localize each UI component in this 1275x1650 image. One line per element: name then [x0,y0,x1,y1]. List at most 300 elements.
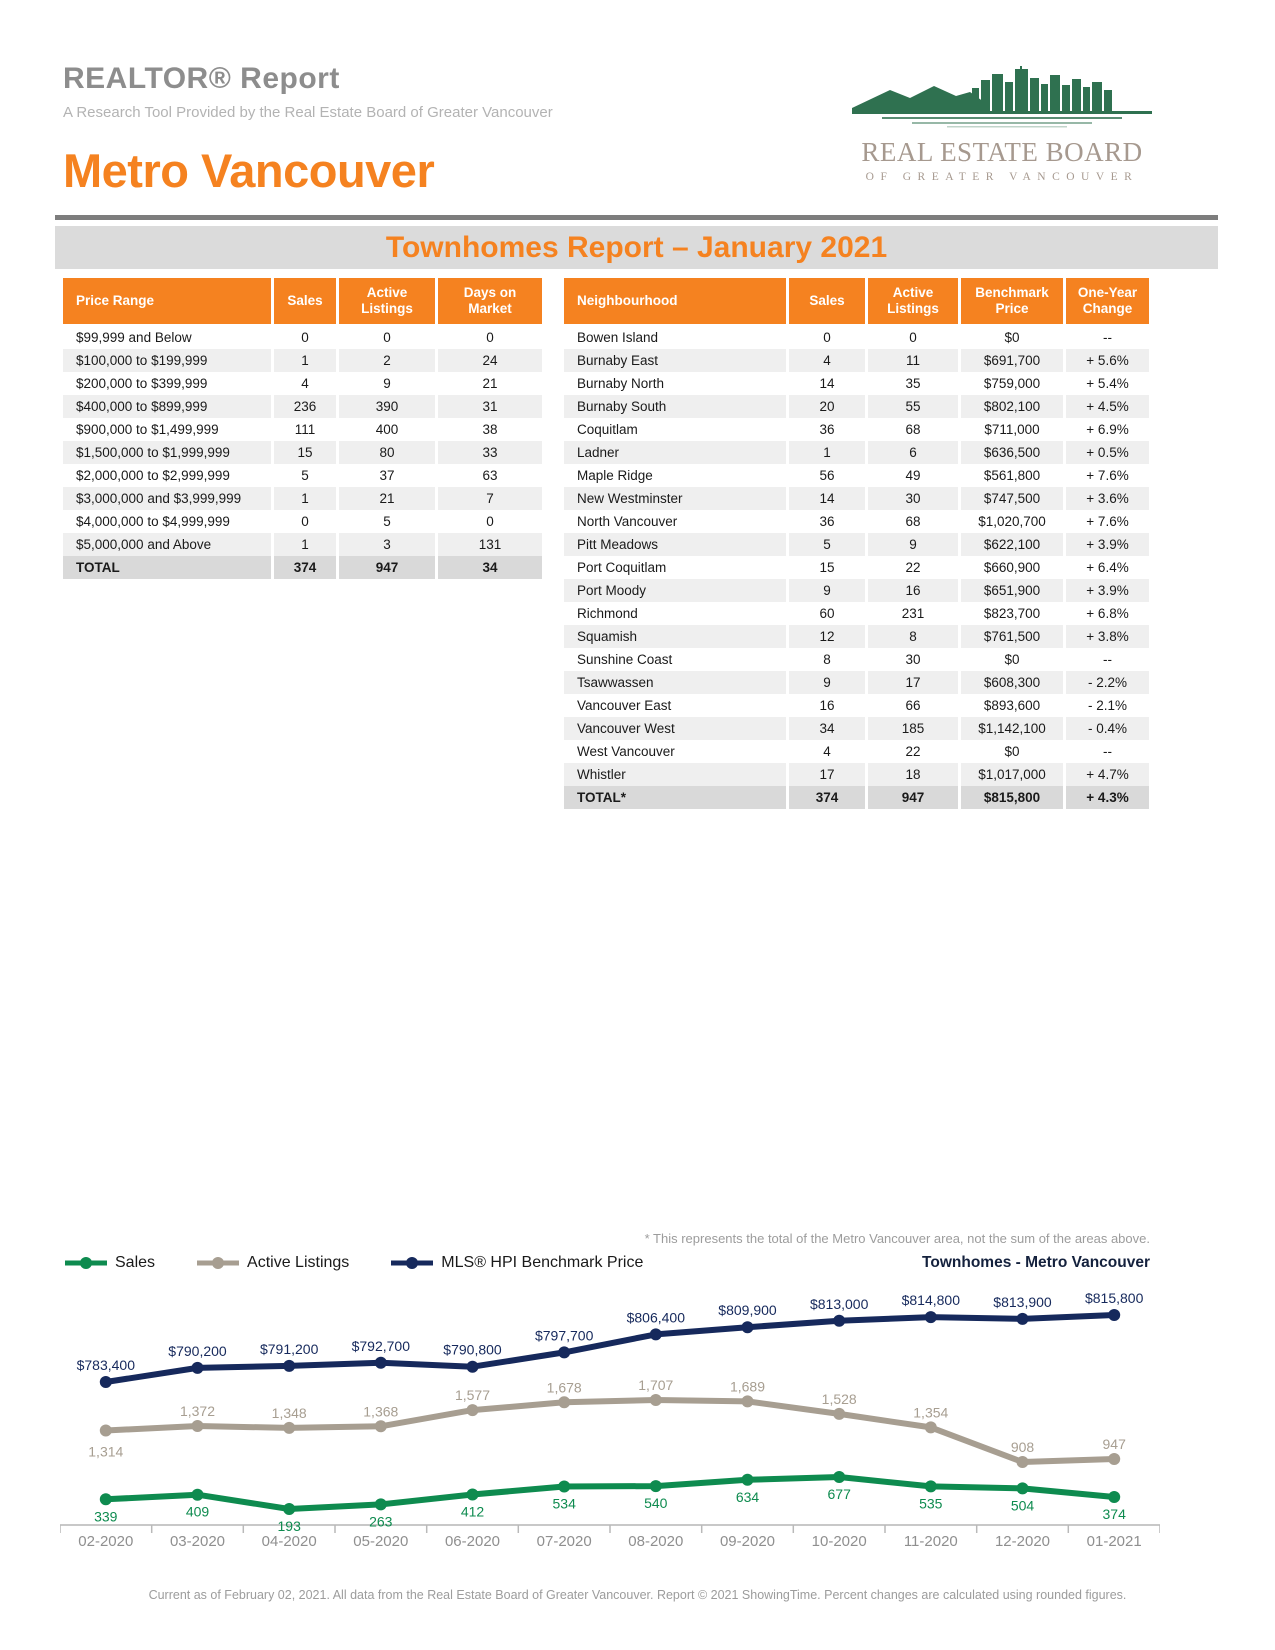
cell: 374 [789,786,865,809]
data-label: 193 [277,1518,301,1534]
cell: 15 [274,441,336,464]
column-header: Price Range [63,278,271,324]
chart-title: Townhomes - Metro Vancouver [922,1254,1150,1271]
cell: 14 [789,372,865,395]
x-axis-label: 12-2020 [994,1533,1051,1550]
cell: $1,017,000 [961,763,1063,786]
cell: TOTAL [63,556,271,579]
cell: 8 [868,625,958,648]
cell: 15 [789,556,865,579]
data-point [1017,1456,1029,1468]
data-point [833,1471,845,1483]
data-point [1108,1453,1120,1465]
table-row [564,510,1149,533]
data-label: 263 [369,1513,393,1530]
cell: 5 [274,464,336,487]
cell: $802,100 [961,395,1063,418]
legend-label: Active Listings [247,1254,350,1271]
cell: West Vancouver [564,740,786,763]
cell: 390 [339,395,435,418]
cell: 0 [274,326,336,349]
table-header-row [63,278,542,326]
cell: + 5.4% [1066,372,1149,395]
data-label: 374 [1102,1506,1126,1522]
legend-swatch-icon [63,1256,109,1270]
cell: + 6.8% [1066,602,1149,625]
cell: + 7.6% [1066,464,1149,487]
cell: 36 [789,510,865,533]
footer-text: Current as of February 02, 2021. All data from the Real Estate Board of Greater Vancouver. Report © 2021 ShowingTime. Percent changes are calculated using rounded figures. [148,1588,1127,1602]
cell: 20 [789,395,865,418]
cell: 68 [868,510,958,533]
cell: 2 [339,349,435,372]
chart-header [63,1254,1150,1272]
cell: 0 [438,510,542,533]
column-header: Days on Market [438,278,542,324]
data-point [100,1493,112,1505]
data-point [283,1360,295,1372]
data-label: $814,800 [901,1292,961,1309]
data-point [375,1498,387,1510]
cell: 60 [789,602,865,625]
cell: - 2.2% [1066,671,1149,694]
column-header: Sales [274,278,336,324]
column-header: Active Listings [868,278,958,324]
cell: $0 [961,326,1063,349]
cell: 400 [339,418,435,441]
cell: 0 [274,510,336,533]
cell: Whistler [564,763,786,786]
cell: $636,500 [961,441,1063,464]
data-point [833,1315,845,1327]
data-label: 534 [552,1495,576,1512]
cell: Port Coquitlam [564,556,786,579]
data-point [467,1404,479,1416]
rebgv-logo [852,66,1152,183]
cell: Coquitlam [564,418,786,441]
cell: 0 [438,326,542,349]
data-label: 1,678 [546,1379,582,1396]
table-row [564,349,1149,372]
cell: + 3.6% [1066,487,1149,510]
cell: 34 [789,717,865,740]
table-row [564,648,1149,671]
data-point [650,1480,662,1492]
table-row [564,395,1149,418]
cell: + 4.5% [1066,395,1149,418]
data-point [1108,1491,1120,1503]
cell: $759,000 [961,372,1063,395]
data-label: 1,528 [821,1390,857,1407]
data-label: 1,368 [363,1403,399,1420]
column-header: Sales [789,278,865,324]
data-point [467,1361,479,1373]
table-row [63,395,542,418]
data-label: 1,354 [913,1404,949,1421]
table-row [63,533,542,556]
data-point [192,1420,204,1432]
cell: 22 [868,556,958,579]
cell: $660,900 [961,556,1063,579]
cell: 31 [438,395,542,418]
cell: 1 [274,533,336,556]
cell: Burnaby North [564,372,786,395]
logo-text-sub: OF GREATER VANCOUVER [865,171,1139,183]
cell: Squamish [564,625,786,648]
data-point [192,1489,204,1501]
data-label: $783,400 [76,1357,136,1373]
cell: Bowen Island [564,326,786,349]
x-axis-label: 09-2020 [719,1533,776,1550]
cell: $99,999 and Below [63,326,271,349]
table-row [564,717,1149,740]
cell: + 3.9% [1066,579,1149,602]
cell: 236 [274,395,336,418]
cell: 17 [868,671,958,694]
series-line [106,1400,1114,1462]
table-row [63,418,542,441]
cell: -- [1066,326,1149,349]
data-label: 504 [1010,1497,1035,1514]
data-label: $813,000 [809,1295,869,1312]
table-row [564,694,1149,717]
table-total-row [564,786,1149,809]
x-axis-label: 02-2020 [78,1533,134,1550]
cell: 12 [789,625,865,648]
table-row [564,418,1149,441]
data-point [283,1422,295,1434]
cell: 8 [789,648,865,671]
cell: $608,300 [961,671,1063,694]
cell: $0 [961,740,1063,763]
cell: $200,000 to $399,999 [63,372,271,395]
cell: 131 [438,533,542,556]
cell: 18 [868,763,958,786]
cell: - 0.4% [1066,717,1149,740]
cell: $561,800 [961,464,1063,487]
cell: 374 [274,556,336,579]
cell: $2,000,000 to $2,999,999 [63,464,271,487]
data-point [650,1328,662,1340]
table-row [63,441,542,464]
cell: 55 [868,395,958,418]
cell: $900,000 to $1,499,999 [63,418,271,441]
table-row [564,464,1149,487]
cell: Tsawwassen [564,671,786,694]
data-point [742,1321,754,1333]
data-label: 339 [94,1508,118,1525]
cell: 24 [438,349,542,372]
report-subtitle: A Research Tool Provided by the Real Estate Board of Greater Vancouver [63,104,553,121]
table-row [63,349,542,372]
cell: 185 [868,717,958,740]
table-row [63,372,542,395]
cell: 14 [789,487,865,510]
legend-swatch-icon [195,1256,241,1270]
cell: Sunshine Coast [564,648,786,671]
data-label: 677 [827,1486,851,1502]
cell: 16 [789,694,865,717]
cell: $1,500,000 to $1,999,999 [63,441,271,464]
cell: Pitt Meadows [564,533,786,556]
cell: 11 [868,349,958,372]
cell: $622,100 [961,533,1063,556]
table-row [63,510,542,533]
data-label: 1,577 [454,1387,491,1404]
cell: $651,900 [961,579,1063,602]
table-row [564,671,1149,694]
column-header: One-Year Change [1066,278,1149,324]
cell: Burnaby East [564,349,786,372]
x-axis-label: 01-2021 [1086,1533,1142,1550]
cell: 16 [868,579,958,602]
cell: Vancouver West [564,717,786,740]
report-title: REALTOR® Report [63,62,340,95]
x-axis-label: 03-2020 [169,1533,226,1550]
data-label: 1,348 [271,1404,307,1421]
data-label: $790,800 [443,1341,502,1358]
cell: $0 [961,648,1063,671]
data-point [925,1480,937,1492]
cell: $815,800 [961,786,1063,809]
data-point [375,1420,387,1432]
cell: 37 [339,464,435,487]
cell: 5 [789,533,865,556]
data-label: $809,900 [718,1302,777,1319]
data-point [375,1357,387,1369]
cell: + 6.9% [1066,418,1149,441]
cell: $4,000,000 to $4,999,999 [63,510,271,533]
cell: 21 [438,372,542,395]
footnote: * This represents the total of the Metro Vancouver area, not the sum of the areas above. [644,1231,1150,1246]
cell: $5,000,000 and Above [63,533,271,556]
cell: New Westminster [564,487,786,510]
data-point [100,1425,112,1437]
x-axis-label: 06-2020 [444,1533,501,1550]
column-header: Active Listings [339,278,435,324]
data-label: 908 [1010,1439,1035,1455]
data-label: $806,400 [626,1309,686,1326]
cell: 22 [868,740,958,763]
cell: 4 [789,740,865,763]
data-point [558,1481,570,1493]
data-label: 1,689 [729,1378,766,1395]
data-label: $813,900 [993,1293,1052,1310]
data-point [925,1421,937,1433]
legend-swatch-icon [389,1256,435,1270]
cell: + 4.7% [1066,763,1149,786]
legend-item [63,1254,155,1272]
table-row [564,763,1149,786]
table-row [564,326,1149,349]
cell: Vancouver East [564,694,786,717]
cell: $3,000,000 and $3,999,999 [63,487,271,510]
cell: 33 [438,441,542,464]
data-label: 412 [460,1503,485,1520]
cell: + 6.4% [1066,556,1149,579]
cell: 0 [868,326,958,349]
cell: 17 [789,763,865,786]
cell: 4 [274,372,336,395]
data-point [833,1408,845,1420]
cell: 947 [868,786,958,809]
cell: 1 [274,349,336,372]
cell: 231 [868,602,958,625]
column-header: Neighbourhood [564,278,786,324]
vancouver-skyline-icon [852,66,1152,130]
legend-item [195,1254,349,1272]
cell: Richmond [564,602,786,625]
banner-rule [55,215,1218,220]
cell: + 0.5% [1066,441,1149,464]
neighbourhood-table [564,278,1149,809]
cell: 68 [868,418,958,441]
cell: + 3.9% [1066,533,1149,556]
cell: 30 [868,487,958,510]
cell: -- [1066,740,1149,763]
table-row [564,441,1149,464]
table-row [564,372,1149,395]
tables-section [63,278,1149,809]
table-row [564,533,1149,556]
cell: + 4.3% [1066,786,1149,809]
series-line [106,1315,1114,1382]
data-point [925,1311,937,1323]
data-point [1017,1313,1029,1325]
data-point [742,1395,754,1407]
cell: 1 [789,441,865,464]
cell: 9 [339,372,435,395]
cell: -- [1066,648,1149,671]
data-point [192,1362,204,1374]
table-row [564,602,1149,625]
cell: 111 [274,418,336,441]
table-row [63,326,542,349]
x-axis-label: 04-2020 [261,1533,317,1550]
data-label: $797,700 [534,1327,594,1344]
data-label: $791,200 [259,1340,319,1357]
logo-text-main: REAL ESTATE BOARD [861,137,1143,167]
cell: 63 [438,464,542,487]
cell: Burnaby South [564,395,786,418]
banner-title: Townhomes Report – January 2021 [385,230,888,264]
data-label: $792,700 [351,1337,411,1354]
data-point [742,1474,754,1486]
data-label: $790,200 [168,1342,227,1359]
data-label: 535 [919,1495,943,1512]
x-axis-label: 05-2020 [353,1533,409,1550]
cell: $1,020,700 [961,510,1063,533]
x-axis-label: 10-2020 [811,1533,867,1550]
cell: Ladner [564,441,786,464]
cell: 0 [339,326,435,349]
region-title: Metro Vancouver [63,144,435,197]
data-label: 540 [644,1495,668,1512]
cell: $1,142,100 [961,717,1063,740]
x-axis-label: 11-2020 [903,1533,958,1550]
cell: $691,700 [961,349,1063,372]
cell: 7 [438,487,542,510]
cell: $761,500 [961,625,1063,648]
cell: $747,500 [961,487,1063,510]
cell: 49 [868,464,958,487]
legend-item [389,1254,643,1272]
cell: + 5.6% [1066,349,1149,372]
legend-label: Sales [115,1254,156,1271]
cell: North Vancouver [564,510,786,533]
masthead [63,62,553,198]
data-point [1108,1309,1120,1321]
cell: 1 [274,487,336,510]
data-label: 947 [1102,1436,1126,1452]
cell: 34 [438,556,542,579]
cell: $400,000 to $899,999 [63,395,271,418]
data-point [558,1396,570,1408]
cell: 36 [789,418,865,441]
cell: 0 [789,326,865,349]
cell: $893,600 [961,694,1063,717]
report-banner [55,226,1218,269]
cell: 5 [339,510,435,533]
x-axis-label: 08-2020 [628,1533,684,1550]
data-label: 1,314 [88,1443,124,1460]
cell: $823,700 [961,602,1063,625]
cell: 35 [868,372,958,395]
data-point [283,1503,295,1515]
cell: 6 [868,441,958,464]
table-row [564,625,1149,648]
chart-legend [63,1254,643,1272]
price-range-table [63,278,542,579]
table-row [63,487,542,510]
table-row [63,464,542,487]
data-point [1017,1482,1029,1494]
cell: 66 [868,694,958,717]
cell: 30 [868,648,958,671]
column-header: Benchmark Price [961,278,1063,324]
cell: + 3.8% [1066,625,1149,648]
cell: 9 [868,533,958,556]
data-label: 634 [735,1488,760,1505]
table-total-row [63,556,542,579]
cell: TOTAL* [564,786,786,809]
line-chart [60,1285,1160,1565]
data-point [100,1376,112,1388]
data-label: 1,707 [638,1377,674,1393]
table-header-row [564,278,1149,326]
table-row [564,487,1149,510]
cell: - 2.1% [1066,694,1149,717]
cell: 80 [339,441,435,464]
data-point [467,1489,479,1501]
cell: 9 [789,579,865,602]
cell: $711,000 [961,418,1063,441]
table-row [564,556,1149,579]
cell: 3 [339,533,435,556]
table-row [564,579,1149,602]
cell: 4 [789,349,865,372]
cell: 9 [789,671,865,694]
data-label: $815,800 [1084,1290,1144,1306]
cell: 56 [789,464,865,487]
cell: 38 [438,418,542,441]
data-label: 1,372 [179,1403,216,1419]
data-point [558,1346,570,1358]
legend-label: MLS® HPI Benchmark Price [441,1254,644,1271]
cell: Maple Ridge [564,464,786,487]
cell: + 7.6% [1066,510,1149,533]
cell: 21 [339,487,435,510]
